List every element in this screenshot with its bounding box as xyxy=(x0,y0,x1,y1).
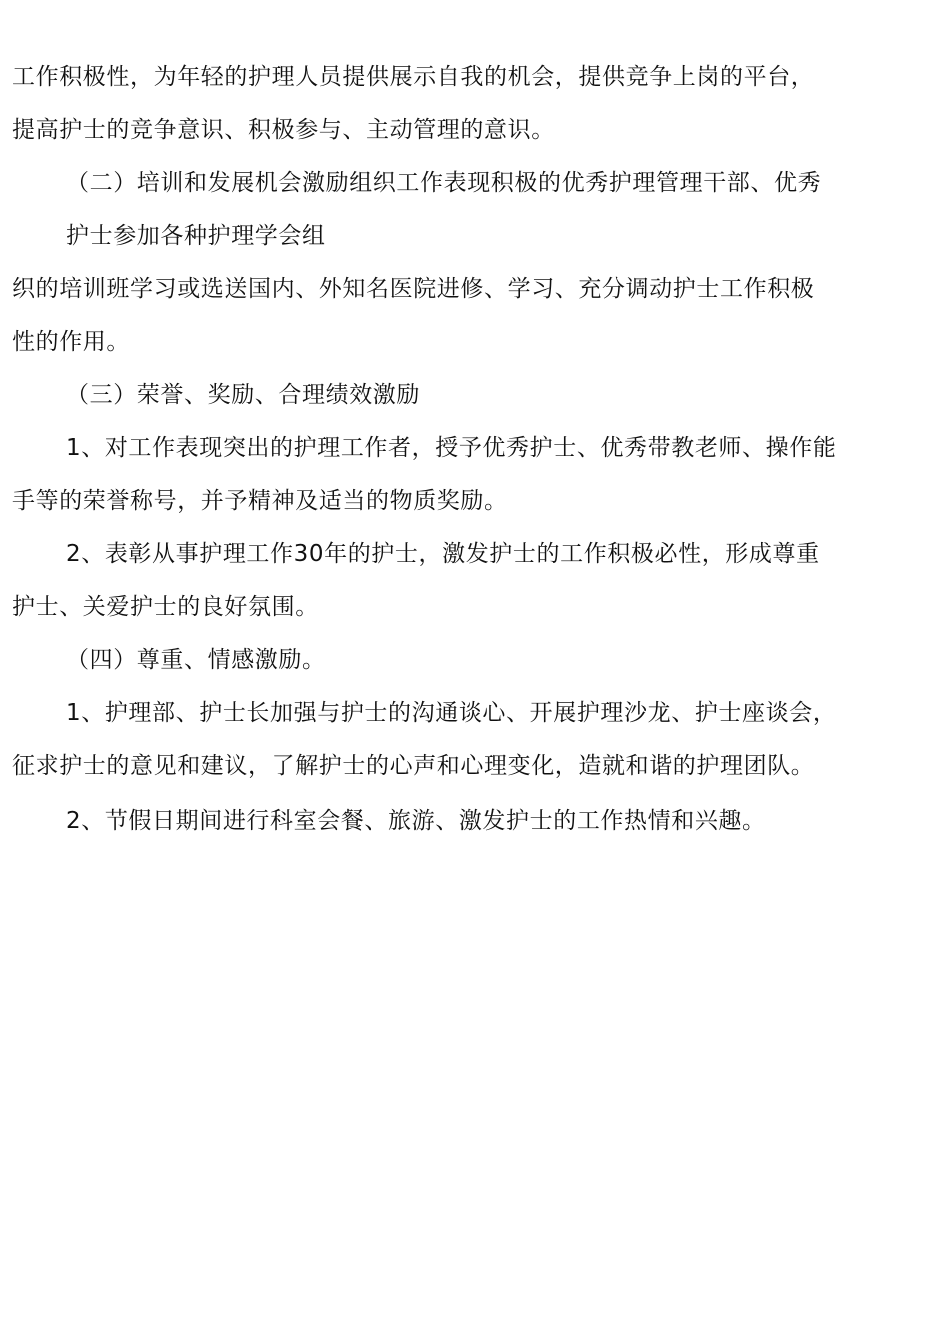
paragraph-line: 征求护士的意见和建议，了解护士的心声和心理变化，造就和谐的护理团队。 xyxy=(12,753,815,779)
list-item: 2、节假日期间进行科室会餐、旅游、激发护士的工作热情和兴趣。 xyxy=(66,808,766,834)
paragraph-line: 工作积极性，为年轻的护理人员提供展示自我的机会，提供竞争上岗的平台， xyxy=(12,64,815,90)
section-heading-3: （三）荣誉、奖励、合理绩效激励 xyxy=(66,382,420,408)
section-heading-4: （四）尊重、情感激励。 xyxy=(66,647,326,673)
paragraph-line: 织的培训班学习或选送国内、外知名医院进修、学习、充分调动护士工作积极 xyxy=(12,276,815,302)
section-heading-2: （二）培训和发展机会激励组织工作表现积极的优秀护理管理干部、优秀 xyxy=(66,170,822,196)
paragraph-line: 性的作用。 xyxy=(12,329,130,355)
list-item: 1、对工作表现突出的护理工作者，授予优秀护士、优秀带教老师、操作能 xyxy=(66,435,837,461)
paragraph-line: 提高护士的竞争意识、积极参与、主动管理的意识。 xyxy=(12,117,555,143)
list-item: 1、护理部、护士长加强与护士的沟通谈心、开展护理沙龙、护士座谈会， xyxy=(66,700,837,726)
list-item: 2、表彰从事护理工作30年的护士，激发护士的工作积极必性，形成尊重 xyxy=(66,541,820,567)
paragraph-line: 手等的荣誉称号，并予精神及适当的物质奖励。 xyxy=(12,488,508,514)
paragraph-line: 护士、关爱护士的良好氛围。 xyxy=(12,594,319,620)
paragraph-line: 护士参加各种护理学会组 xyxy=(66,223,326,249)
